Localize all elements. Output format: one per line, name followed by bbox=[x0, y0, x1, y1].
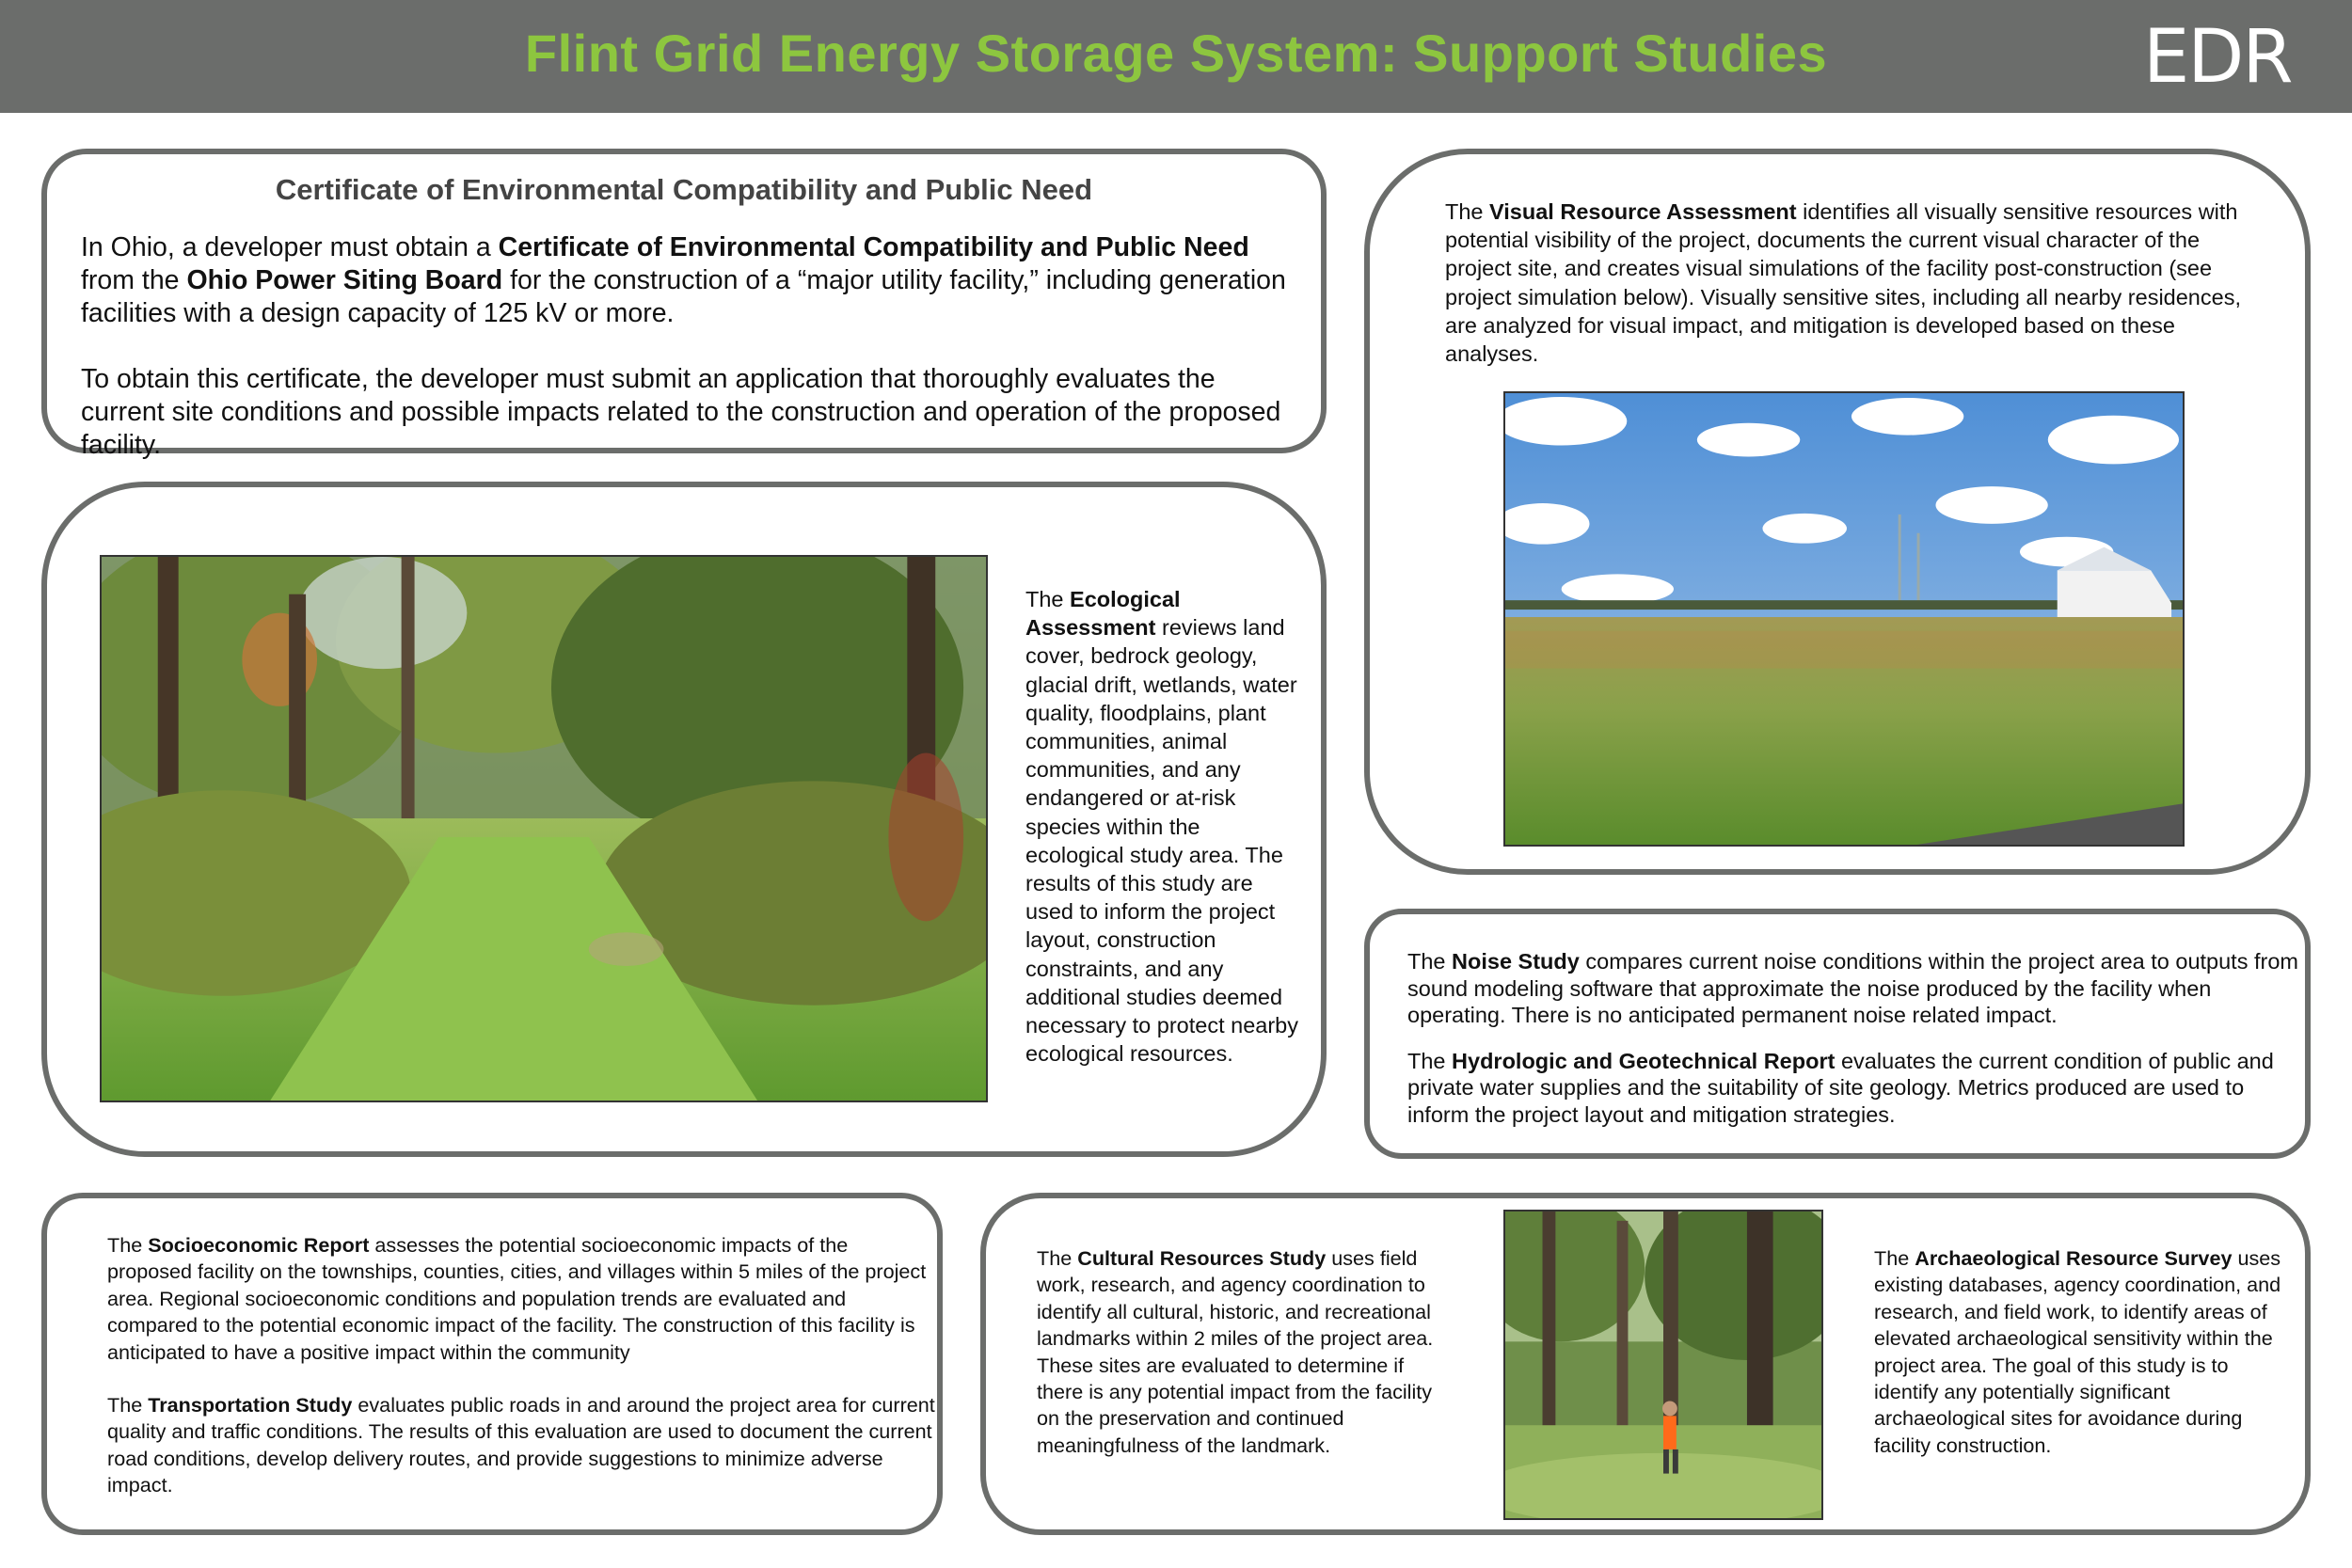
cultural-text bbox=[1037, 1245, 1441, 1459]
transport-c: evaluates public roads in and around the project area for current quality and traffic conditions. The results of this evaluation are used to document the current road conditions, develop delivery routes, and provide suggestions to minimize adverse impact. bbox=[107, 1393, 935, 1497]
cert-p1-e: for the construction of a “major utility facility,” including generation facilities with a design capacity of 125 kV or more. bbox=[81, 265, 1286, 328]
visual-text bbox=[1445, 198, 2254, 368]
socio-b: Socioeconomic Report bbox=[148, 1233, 370, 1257]
cultural-archaeo-panel bbox=[980, 1193, 2311, 1535]
socio-a: The bbox=[107, 1233, 149, 1257]
archaeo-a: The bbox=[1874, 1246, 1915, 1270]
hydro-c: evaluates the current condition of public and private water supplies and the suitability of site geology. Metrics produced are used to inform the project layout and mitigation strategies. bbox=[1407, 1048, 2274, 1127]
certificate-text bbox=[81, 231, 1304, 462]
ecological-text bbox=[1025, 585, 1298, 1068]
noise-hydro-text bbox=[1407, 948, 2301, 1128]
hydro-paragraph bbox=[1407, 1048, 2301, 1129]
page-title: Flint Grid Energy Storage System: Support Studies bbox=[524, 24, 1828, 83]
edr-logo: EDR bbox=[2143, 15, 2292, 100]
socio-transport-panel bbox=[41, 1193, 943, 1535]
socio-transport-text bbox=[107, 1232, 935, 1499]
ecological-panel bbox=[41, 482, 1327, 1157]
woodland-fieldwork-photo bbox=[1503, 1210, 1823, 1520]
transport-b: Transportation Study bbox=[148, 1393, 353, 1418]
noise-a: The bbox=[1407, 949, 1453, 974]
cultural-b: Cultural Resources Study bbox=[1077, 1246, 1327, 1270]
field-simulation-photo bbox=[1503, 391, 2185, 847]
cert-p1-c: from the bbox=[81, 265, 187, 295]
cert-p2: To obtain this certificate, the developer must submit an application that thoroughly evaluates the current site conditions and possible impacts related to the construction and operation of the proposed facility. bbox=[81, 364, 1281, 460]
noise-c: compares current noise conditions within the project area to outputs from sound modeling software that approximate the noise produced by the facility when operating. There is no anticipated permanent noise related impact. bbox=[1407, 949, 2298, 1027]
transport-a: The bbox=[107, 1393, 149, 1418]
eco-a: The bbox=[1025, 587, 1071, 611]
visual-panel bbox=[1364, 149, 2311, 875]
visual-b: Visual Resource Assessment bbox=[1489, 199, 1797, 224]
forest-path-photo bbox=[100, 555, 988, 1102]
transport-paragraph bbox=[107, 1392, 935, 1499]
socio-c: assesses the potential socioeconomic impacts of the proposed facility on the townships, counties, cities, and villages within 5 miles of the project area. Regional socioeconomic conditions and population trends are evaluated and compared to the potential economic impact of the facility. The construction of this facility is anticipated to have a positive impact within the community bbox=[107, 1233, 927, 1364]
hydro-a: The bbox=[1407, 1048, 1453, 1073]
visual-c: identifies all visually sensitive resources with potential visibility of the project, documents the current visual character of the project site, and creates visual simulations of the facility post-construction (see project simulation below). Visually sensitive sites, including all nearby residences, are analyzed for visual impact, and mitigation is developed based on these analyses. bbox=[1445, 199, 2241, 367]
cultural-a: The bbox=[1037, 1246, 1078, 1270]
archaeo-text bbox=[1874, 1245, 2288, 1459]
noise-hydro-panel bbox=[1364, 909, 2311, 1159]
cert-p1-d: Ohio Power Siting Board bbox=[186, 265, 503, 295]
archaeo-c: uses existing databases, agency coordination, and research, and field work, to identify areas of elevated archaeological sensitivity within the project area. The goal of this study is to identify any potentially significant archaeological sites for avoidance during facility construction. bbox=[1874, 1246, 2281, 1457]
noise-paragraph bbox=[1407, 948, 2301, 1029]
hydro-b: Hydrologic and Geotechnical Report bbox=[1452, 1048, 1836, 1073]
archaeo-b: Archaeological Resource Survey bbox=[1915, 1246, 2233, 1270]
cert-p1-a: In Ohio, a developer must obtain a bbox=[81, 232, 499, 262]
eco-b: Ecological Assessment bbox=[1025, 587, 1181, 641]
cert-p1-b: Certificate of Environmental Compatibility and Public Need bbox=[498, 232, 1249, 262]
socio-paragraph bbox=[107, 1232, 935, 1366]
certificate-heading: Certificate of Environmental Compatibility and Public Need bbox=[275, 173, 1093, 206]
eco-c: reviews land cover, bedrock geology, glacial drift, wetlands, water quality, floodplains, plant communities, animal communities, and any endangered or at-risk species within the ecological study area. The results of this study are used to inform the project layout, construction constraints, and any additional studies deemed necessary to protect nearby ecological resources. bbox=[1025, 615, 1298, 1067]
visual-a: The bbox=[1445, 199, 1490, 224]
cultural-c: uses field work, research, and agency coordination to identify all cultural, historic, and recreational landmarks within 2 miles of the project area. These sites are evaluated to determine if there is any potential impact from the facility on the preservation and continued meaningfulness of the landmark. bbox=[1037, 1246, 1434, 1457]
noise-b: Noise Study bbox=[1452, 949, 1580, 974]
certificate-panel bbox=[41, 149, 1327, 460]
header-bar bbox=[0, 0, 2352, 113]
